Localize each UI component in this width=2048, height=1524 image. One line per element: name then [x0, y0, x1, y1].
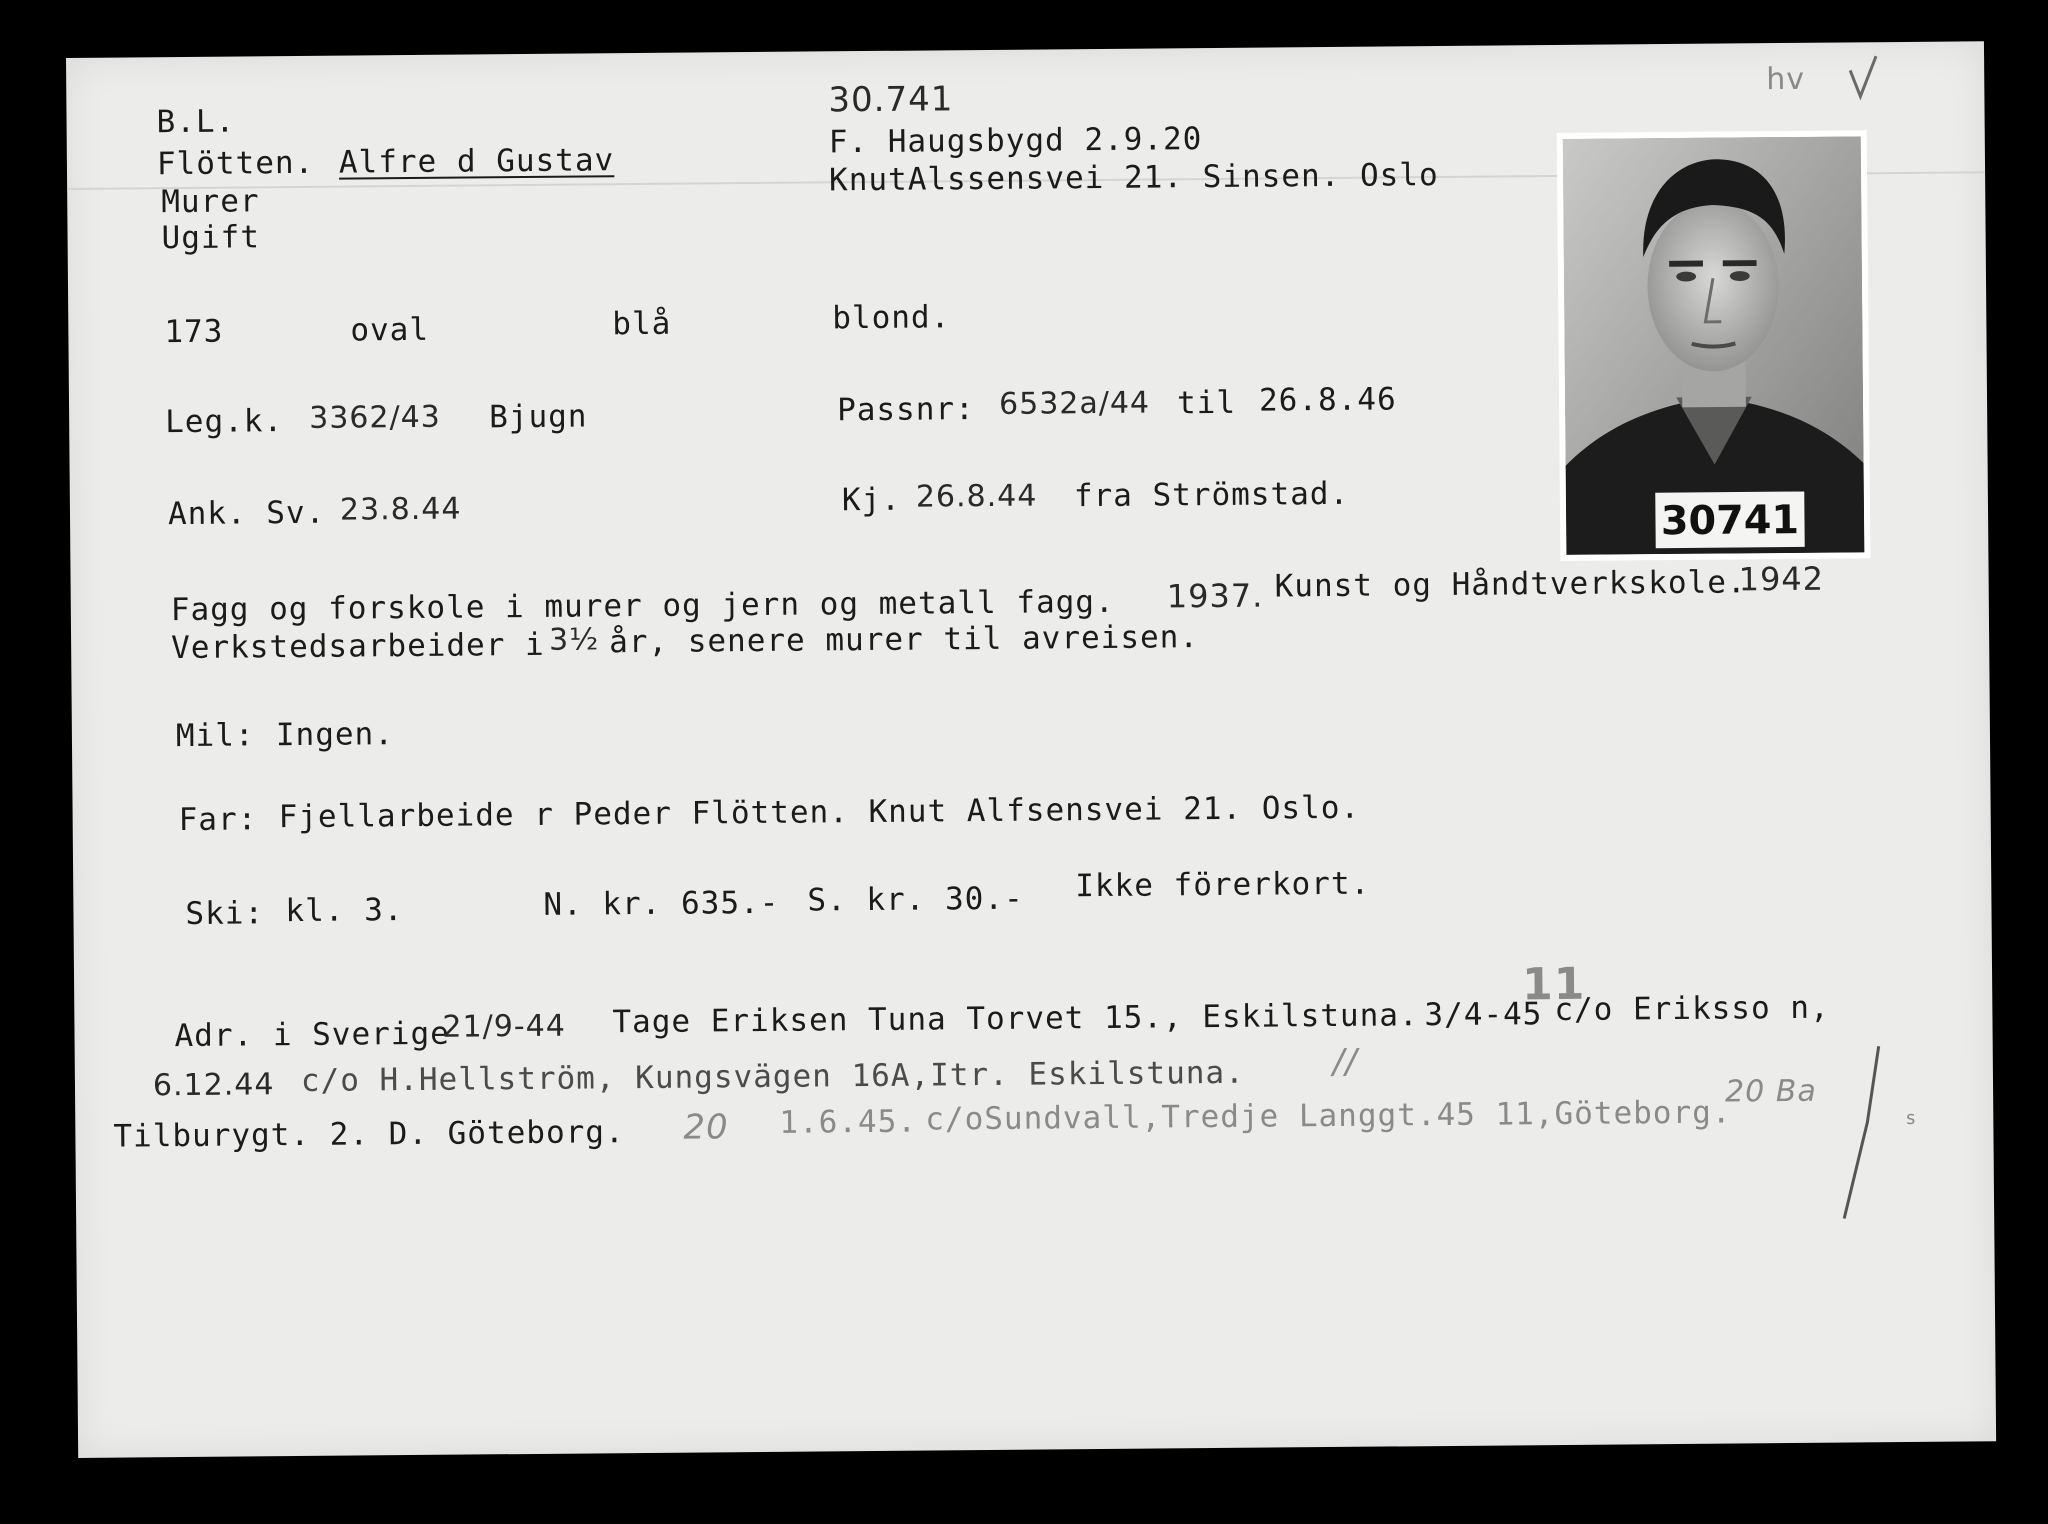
education-line1: Fagg og forskole i murer og jern og metall fagg.: [170, 583, 1115, 629]
came-from: fra Strömstad.: [1073, 475, 1350, 515]
pencil-slashes: //: [1332, 1041, 1358, 1082]
father-label: Far:: [178, 801, 258, 839]
address-date4: 1.6.45.: [779, 1103, 918, 1141]
home-address: KnutAlssensvei 21. Sinsen. Oslo: [828, 157, 1439, 199]
birth-info: F. Haugsbygd 2.9.20: [828, 121, 1203, 161]
portrait-photo: [1557, 130, 1871, 561]
small-mark: s: [1905, 1107, 1918, 1129]
photo-number-plate: 30741: [1660, 497, 1800, 545]
address-date3: 6.12.44: [152, 1067, 275, 1104]
military-value: Ingen.: [275, 716, 395, 754]
education-year1: 1937.: [1166, 576, 1264, 616]
card-number: 30.741: [828, 79, 954, 121]
address-date2: 3/4-45: [1424, 996, 1543, 1034]
grey-mark-11: 11: [1521, 958, 1586, 1011]
address-line3: Tilburygt. 2. D. Göteborg.: [113, 1114, 625, 1155]
legitimation-label: Leg.k.: [165, 403, 284, 441]
passport-label: Passnr:: [836, 391, 975, 429]
address-sweden-label: Adr. i Sverige: [174, 1015, 450, 1055]
education-school: Kunst og Håndtverkskole.: [1274, 564, 1747, 605]
education-line2b: år, senere murer til avreisen.: [608, 619, 1200, 661]
education-year2: 1942: [1738, 559, 1825, 599]
came-date: 26.8.44: [915, 478, 1038, 515]
corner-check-icon: [1846, 52, 1880, 102]
money-skr: S. kr. 30.-: [807, 880, 1024, 919]
code-label: B.L.: [156, 103, 236, 141]
passport-number: 6532a/44: [998, 385, 1151, 422]
pencil-mark-20b: 20 Ba: [1724, 1073, 1817, 1110]
civil-status: Ugift: [161, 219, 261, 257]
arrival-date: 23.8.44: [339, 491, 462, 528]
drivers-license: Ikke förerkort.: [1075, 865, 1371, 905]
legitimation-place: Bjugn: [488, 398, 588, 436]
legitimation-number: 3362/43: [309, 399, 441, 436]
registration-card: [66, 41, 1996, 1458]
skills-class: kl. 3.: [285, 892, 404, 930]
address-entry1: Tage Eriksen Tuna Torvet 15., Eskilstuna.: [612, 997, 1419, 1041]
pencil-stroke-mark: [1835, 1042, 1887, 1222]
skills-label: Ski:: [185, 895, 265, 932]
hair-color: blond.: [832, 299, 951, 337]
occupation: Murer: [161, 183, 260, 221]
address-entry4: c/oSundvall,Tredje Langgt.45 11,Göteborg.: [925, 1094, 1732, 1138]
father-value: Fjellarbeide r Peder Flötten. Knut Alfsensvei 21. Oslo.: [278, 789, 1361, 836]
surname: Flötten.: [156, 144, 315, 183]
arrival-label: Ank. Sv.: [167, 494, 326, 533]
pencil-mark-20a: 20: [683, 1107, 729, 1148]
address-entry2: c/o Eriksso n,: [1554, 989, 1830, 1029]
address-entry3: c/o H.Hellström, Kungsvägen 16A,Itr. Eskilstuna.: [300, 1054, 1245, 1099]
money-nkr: N. kr. 635.-: [543, 884, 780, 923]
military-label: Mil:: [175, 717, 255, 755]
address-date1: 21/9-44: [442, 1008, 566, 1045]
passport-valid-prefix: til: [1176, 384, 1237, 422]
came-label: Kj.: [841, 481, 902, 519]
height: 173: [164, 313, 224, 351]
eye-color: blå: [612, 305, 672, 343]
given-names: Alfre d Gustav: [338, 142, 615, 181]
passport-valid-until: 26.8.46: [1258, 381, 1397, 419]
corner-pencil-mark: hv: [1766, 61, 1806, 98]
portrait-image: [1563, 136, 1865, 555]
education-line2a: Verkstedsarbeider i: [170, 626, 545, 667]
education-years: 3½: [548, 622, 600, 658]
face-shape: oval: [350, 311, 430, 349]
